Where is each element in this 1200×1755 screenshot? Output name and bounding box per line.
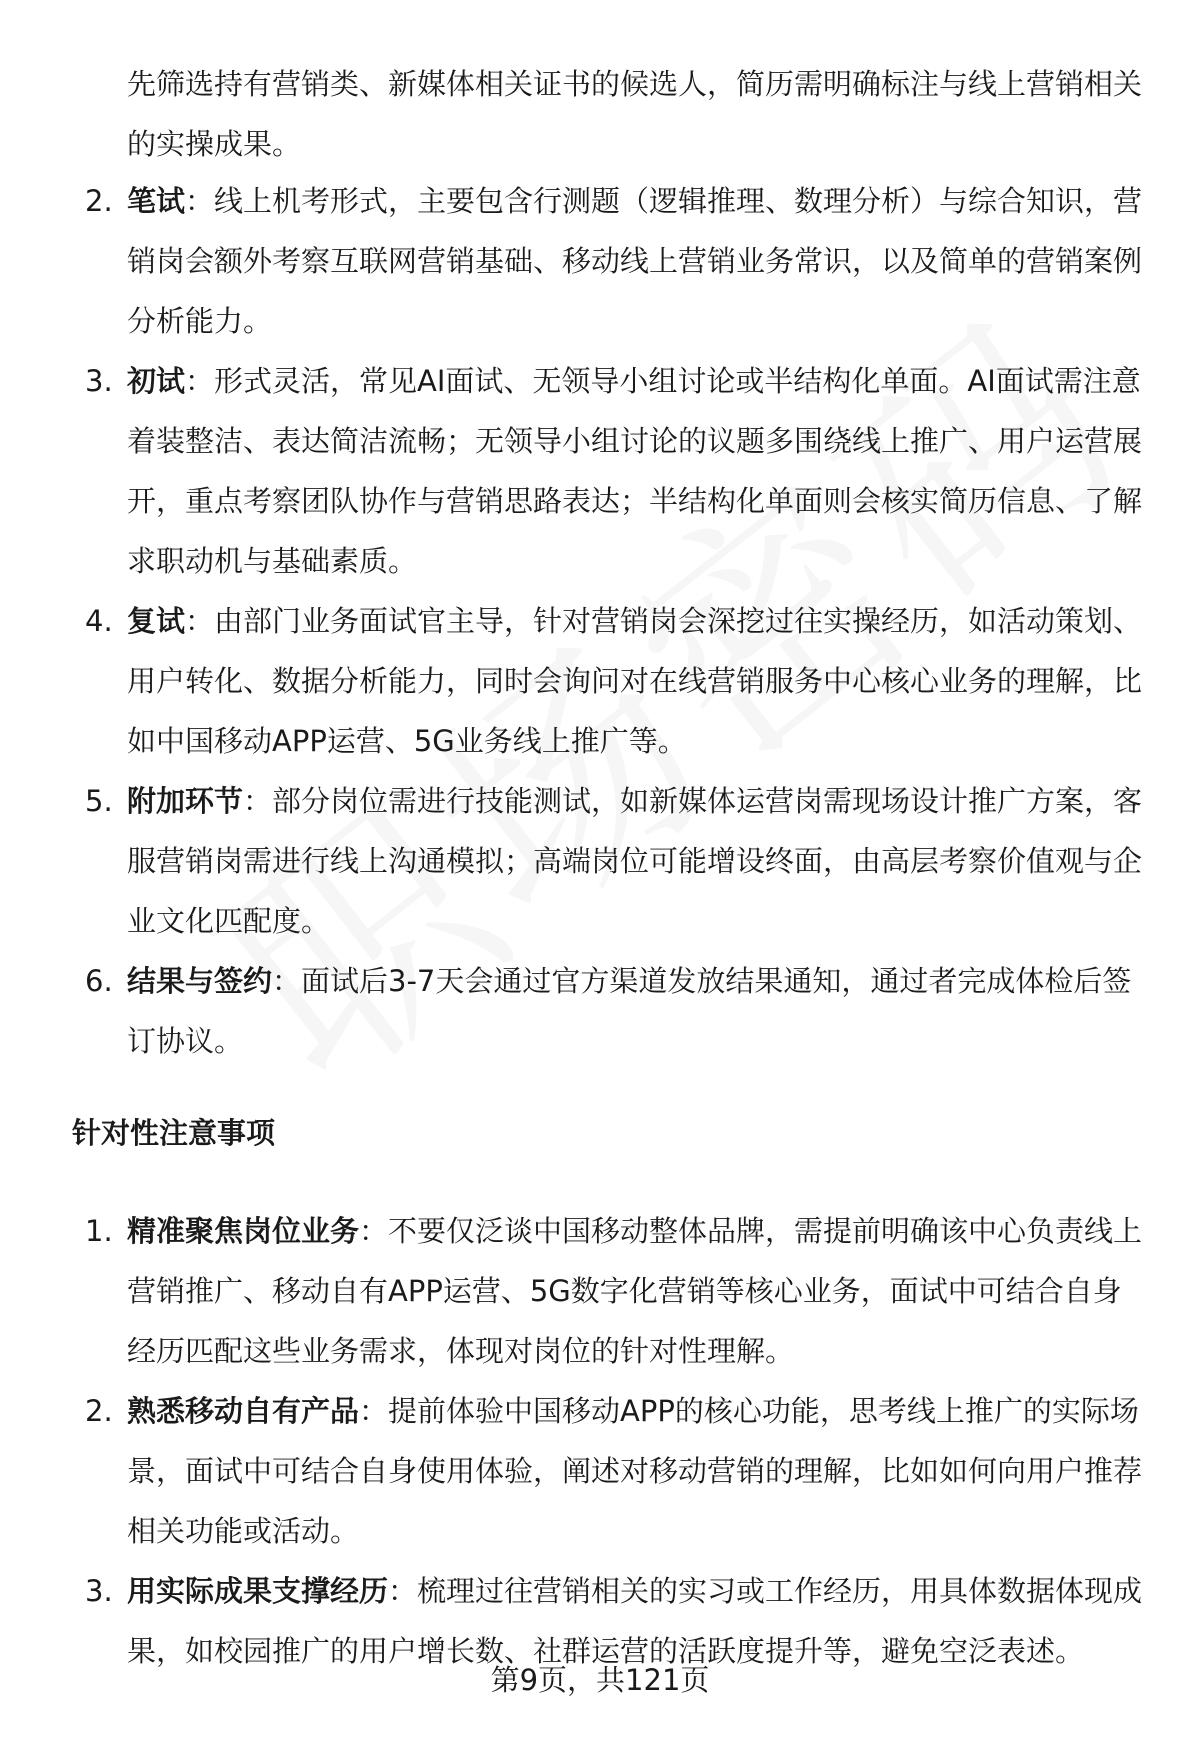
list-item [0, 771, 1200, 951]
list-description: ：部分岗位需进行技能测试，如新媒体运营岗需现场设计推广方案，客服营销岗需进行线上沟通模拟；高端岗位可能增设终面，由高层考察价值观与企业文化匹配度。 [127, 784, 1143, 938]
list-number: 5. [85, 784, 113, 818]
list-term: 初试 [127, 364, 186, 398]
list-number: 1. [85, 1214, 113, 1248]
list-description: ：形式灵活，常见AI面试、无领导小组讨论或半结构化单面。AI面试需注意着装整洁、表达简洁流畅；无领导小组讨论的议题多围绕线上推广、用户运营展开，重点考察团队协作与营销思路表达；半结构化单面则会核实简历信息、了解求职动机与基础素质。 [127, 364, 1143, 578]
tips-list [0, 1201, 1200, 1681]
list-description: ：由部门业务面试官主导，针对营销岗会深挖过往实操经历，如活动策划、用户转化、数据分析能力，同时会询问对在线营销服务中心核心业务的理解，比如中国移动APP运营、5G业务线上推广等。 [127, 604, 1143, 758]
list-term: 用实际成果支撑经历 [127, 1574, 389, 1608]
list-description: ：不要仅泛谈中国移动整体品牌，需提前明确该中心负责线上营销推广、移动自有APP运营、5G数字化营销等核心业务，面试中可结合自身经历匹配这些业务需求，体现对岗位的针对性理解。 [127, 1214, 1143, 1368]
list-item [0, 591, 1200, 771]
list-number: 6. [85, 964, 113, 998]
list-description: ：面试后3-7天会通过官方渠道发放结果通知，通过者完成体检后签订协议。 [127, 964, 1132, 1058]
list-term: 精准聚焦岗位业务 [127, 1214, 360, 1248]
list-item [0, 171, 1200, 351]
list-number: 4. [85, 604, 113, 638]
page-footer: 第9页，共121页 [490, 1663, 710, 1697]
list-item [0, 951, 1200, 1071]
list-number: 2. [85, 1394, 113, 1428]
list-item [0, 1381, 1200, 1561]
list-description: ：梳理过往营销相关的实习或工作经历，用具体数据体现成果，如校园推广的用户增长数、社群运营的活跃度提升等，避免空泛表述。 [127, 1574, 1143, 1668]
list-item [0, 351, 1200, 591]
list-item [0, 1201, 1200, 1381]
list-number: 2. [85, 184, 113, 218]
process-steps-list [0, 171, 1200, 1071]
list-description: ：线上机考形式，主要包含行测题（逻辑推理、数理分析）与综合知识，营销岗会额外考察互联网营销基础、移动线上营销业务常识，以及简单的营销案例分析能力。 [127, 184, 1143, 338]
list-number: 3. [85, 1574, 113, 1608]
list-description: ：提前体验中国移动APP的核心功能，思考线上推广的实际场景，面试中可结合自身使用体验，阐述对移动营销的理解，比如如何向用户推荐相关功能或活动。 [127, 1394, 1143, 1548]
section-heading: 针对性注意事项 [72, 1116, 276, 1150]
list-number: 3. [85, 364, 113, 398]
list-term: 熟悉移动自有产品 [127, 1394, 360, 1428]
continuation-paragraph: 先筛选持有营销类、新媒体相关证书的候选人，简历需明确标注与线上营销相关的实操成果。 [127, 67, 1143, 161]
list-term: 附加环节 [127, 784, 244, 818]
list-term: 笔试 [127, 184, 186, 218]
list-term: 结果与签约 [127, 964, 273, 998]
list-term: 复试 [127, 604, 186, 638]
